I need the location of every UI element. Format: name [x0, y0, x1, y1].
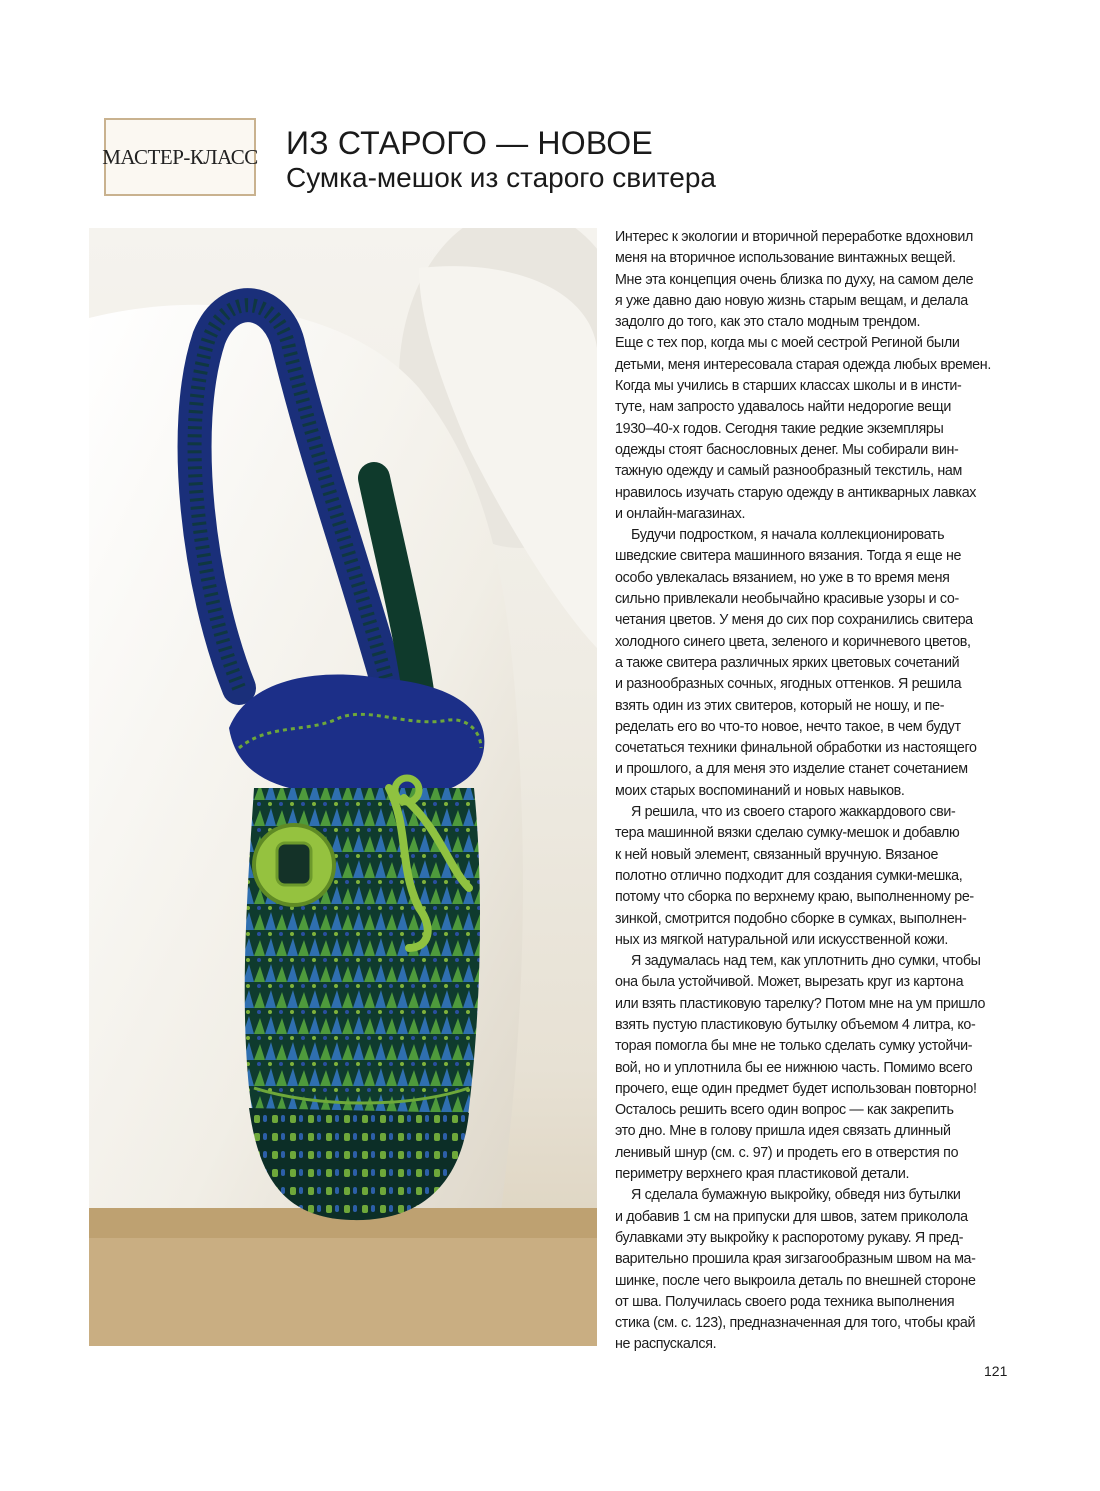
text-line: я уже давно даю новую жизнь старым вещам, и делала — [615, 292, 968, 309]
text-line: сочетаться техники финальной обработки из настоящего — [615, 740, 977, 757]
text-line: Когда мы учились в старших классах школы и в инсти- — [615, 378, 962, 395]
text-line: от шва. Получилась своего рода техника выполнения — [615, 1293, 955, 1310]
text-line: взять пустую пластиковую бутылку объемом 4 литра, ко- — [615, 1016, 976, 1033]
text-line: ных из мягкой натуральной или искусственной кожи. — [615, 931, 948, 948]
text-line: Я задумалась над тем, как уплотнить дно сумки, чтобы — [631, 953, 981, 970]
text-line: прочего, еще один предмет будет использован повторно! — [615, 1080, 977, 1097]
text-line: и прошлого, а для меня это изделие станет сочетанием — [615, 761, 968, 778]
text-line: тера машинной вязки сделаю сумку-мешок и добавлю — [615, 825, 960, 842]
text-line: ленивый шнур (см. с. 97) и продеть его в отверстия по — [615, 1144, 959, 1161]
text-line: к ней новый элемент, связанный вручную. Вязаное — [615, 846, 939, 863]
text-line: особо увлекалась вязанием, но уже в то время меня — [615, 569, 950, 586]
text-line: четания цветов. У меня до сих пор сохранились свитера — [615, 612, 973, 629]
text-line: булавками эту выкройку к распоротому рукаву. Я пред- — [615, 1229, 964, 1246]
text-line: вой, но и уплотнила бы ее нижнюю часть. Помимо всего — [615, 1059, 973, 1076]
text-line: Будучи подростком, я начала коллекционировать — [631, 527, 945, 544]
text-line: стика (см. с. 123), предназначенная для того, чтобы край — [615, 1315, 976, 1332]
text-line: периметру верхнего края пластиковой детали. — [615, 1166, 910, 1183]
paragraph-5 — [615, 951, 1008, 1185]
bag-button — [254, 825, 334, 905]
text-line: Еще с тех пор, когда мы с моей сестрой Региной были — [615, 335, 960, 352]
text-line: меня на вторичное использование винтажных вещей. — [615, 250, 956, 267]
text-line: детьми, меня интересовала старая одежда любых времен. — [615, 356, 991, 373]
text-line: ределать его во что-то новое, нечто такое, в чем будут — [615, 718, 961, 735]
section-label-box — [104, 118, 256, 196]
text-line: или взять пластиковую тарелку? Потом мне на ум пришло — [615, 995, 986, 1012]
text-line: и добавив 1 см на припуски для швов, затем приколола — [615, 1208, 968, 1225]
paragraph-3 — [615, 525, 1008, 802]
paragraph-2 — [615, 333, 1008, 525]
text-line: Осталось решить всего один вопрос — как закрепить — [615, 1102, 954, 1119]
text-line: Мне эта концепция очень близка по духу, на самом деле — [615, 271, 974, 288]
section-label: МАСТЕР-КЛАСС — [102, 144, 258, 169]
paragraph-6 — [615, 1185, 1008, 1355]
text-line: зинкой, смотрится подобно сборке в сумках, выполнен- — [615, 910, 967, 927]
bag-photo — [89, 228, 597, 1346]
text-line: сильно привлекали необычайно красивые узоры и со- — [615, 591, 959, 608]
text-line: а также свитера различных ярких цветовых сочетаний — [615, 654, 960, 671]
paragraph-4 — [615, 802, 1008, 951]
bag-illustration — [89, 228, 597, 1346]
text-line: и онлайн-магазинах. — [615, 505, 746, 522]
text-line: нравилось изучать старую одежду в антикварных лавках — [615, 484, 977, 501]
text-line: шинке, после чего выкроила деталь по внешней стороне — [615, 1272, 976, 1289]
text-line: она была устойчивой. Может, вырезать круг из картона — [615, 974, 964, 991]
page-subtitle: Сумка-мешок из старого свитера — [286, 162, 716, 193]
text-line: 1930–40-х годов. Сегодня такие редкие экземпляры — [615, 420, 944, 437]
text-line: задолго до того, как это стало модным трендом. — [615, 314, 921, 331]
text-line: варительно прошила края зигзагообразным швом на ма- — [615, 1251, 976, 1268]
text-line: это дно. Мне в голову пришла идея связать длинный — [615, 1123, 951, 1140]
text-line: не распускался. — [615, 1336, 717, 1353]
text-line: Я сделала бумажную выкройку, обведя низ бутылки — [631, 1187, 961, 1204]
page-title: ИЗ СТАРОГО — НОВОЕ — [286, 125, 653, 161]
text-line: взять один из этих свитеров, который не ношу, и пе- — [615, 697, 945, 714]
text-line: Я решила, что из своего старого жаккардового сви- — [631, 804, 956, 821]
text-line: и разнообразных сочных, ягодных оттенков. Я решила — [615, 676, 962, 693]
text-line: шведские свитера машинного вязания. Тогда я еще не — [615, 548, 962, 565]
text-line: потому что сборка по верхнему краю, выполненному ре- — [615, 889, 974, 906]
text-line: туте, нам запросто удавалось найти недорогие вещи — [615, 399, 951, 416]
paragraph-1 — [615, 227, 1008, 333]
text-line: полотно отлично подходит для создания сумки-мешка, — [615, 867, 963, 884]
text-line: торая помогла бы мне не только сделать сумку устойчи- — [615, 1038, 973, 1055]
text-line: одежды стоят баснословных денег. Мы собирали вин- — [615, 441, 959, 458]
article-body — [615, 227, 1008, 1356]
text-line: тажную одежду и самый разнообразный текстиль, нам — [615, 463, 962, 480]
text-line: Интерес к экологии и вторичной переработке вдохновил — [615, 229, 973, 245]
page-number: 121 — [984, 1363, 1008, 1379]
text-line: холодного синего цвета, зеленого и коричневого цветов, — [615, 633, 971, 650]
text-line: моих старых воспоминаний и новых навыков. — [615, 782, 905, 799]
